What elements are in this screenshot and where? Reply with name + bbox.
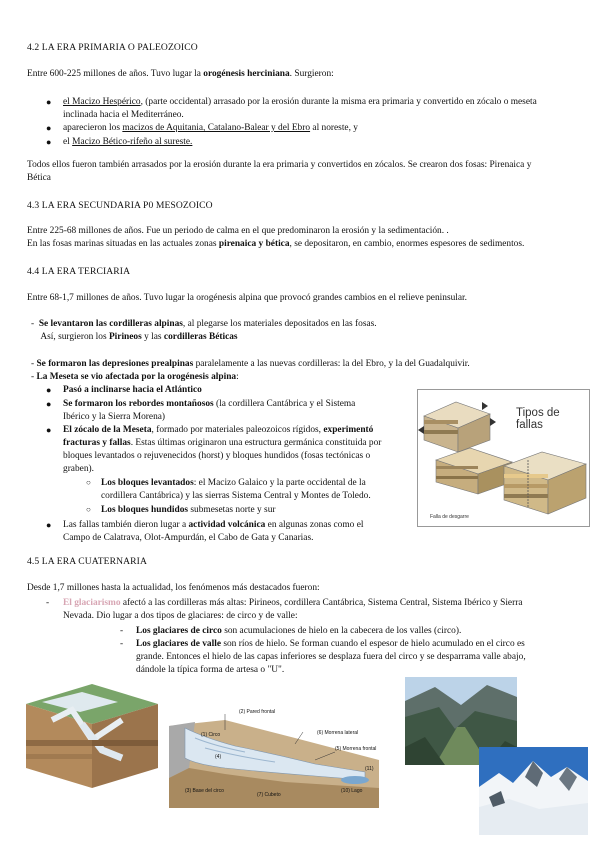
- dash-item: [63, 597, 583, 623]
- text: paralelamente a las nuevas cordilleras: la del Ebro, y la del Guadalquivir.: [193, 359, 470, 369]
- text: En las fosas marinas situadas en las actuales zonas: [27, 239, 219, 249]
- text: cordillera Cantábrica) y las sierras Sistema Central y Montes de Toledo.: [101, 491, 371, 501]
- underlined-term: el Macizo Hespérico: [63, 97, 141, 107]
- list-item: [63, 519, 408, 545]
- circle-bullet-icon: ○: [86, 505, 91, 514]
- bold-term: experimentó: [323, 425, 374, 435]
- bullet-icon: ●: [46, 385, 52, 395]
- text: y las: [141, 332, 164, 342]
- text: el: [63, 137, 73, 147]
- dash: -: [120, 626, 124, 636]
- list-item: [63, 136, 192, 149]
- text: inclinada hacia el Mediterráneo.: [63, 110, 184, 120]
- text: Entre 225-68 millones de años. Fue un periodo de calma en el que predominaron la erosión y la sedimentación. .: [27, 226, 449, 236]
- text: Bética: [27, 173, 51, 183]
- bold-term: Los glaciares de circo: [136, 626, 222, 636]
- text: , al plegarse los materiales depositados en las fosas.: [182, 319, 377, 329]
- list-item: [63, 122, 358, 135]
- figure-caption: Falla de desgarre: [430, 514, 469, 520]
- bullet-icon: ●: [46, 399, 52, 409]
- bold-term: Se levantaron las cordilleras alpinas: [38, 319, 183, 329]
- label: (6) Morrena lateral: [317, 730, 359, 736]
- text: , formado por materiales paleozoicos rígidos,: [151, 425, 324, 435]
- sub-list-item: [101, 477, 406, 503]
- bullet-icon: ●: [46, 425, 52, 435]
- text: (la cordillera Cantábrica y el Sistema: [213, 399, 356, 409]
- dash: -: [46, 598, 50, 608]
- highlighted-term: El glaciarismo: [63, 598, 121, 608]
- text: : el Macizo Galaico y la parte occidental de la: [193, 478, 366, 488]
- dash: -: [31, 359, 37, 369]
- text: aparecieron los: [63, 123, 123, 133]
- text: Ibérico y la Sierra Morena): [63, 412, 166, 422]
- text: grande. Entonces el hielo de las capas inferiores se desplaza fuera del circo y se desparrama valle abajo,: [136, 652, 526, 662]
- underlined-term: macizos de Aquitania, Catalano-Balear y del Ebro: [122, 123, 311, 133]
- text: son acumulaciones de hielo en la cabecera de los valles (circo).: [221, 626, 462, 636]
- bold-term: Los bloques levantados: [101, 478, 194, 488]
- bold-term: Pirineos: [108, 332, 142, 342]
- list-item: [63, 398, 408, 424]
- bold-term: Se formaron las depresiones prealpinas: [36, 359, 194, 369]
- paragraph-4-2-body: [27, 159, 531, 185]
- label: (3) Base del circo: [185, 788, 224, 794]
- text: Así, surgieron los: [40, 332, 109, 342]
- text: al noreste, y: [310, 123, 358, 133]
- dash: -: [120, 639, 124, 649]
- underlined-term: Macizo Bético-rifeño al sureste.: [72, 137, 193, 147]
- bold-term: Pasó a inclinarse hacia el Atlántico: [63, 385, 202, 395]
- text: graben).: [63, 464, 94, 474]
- text: Campo de Calatrava, Olot-Ampurdán, el Cabo de Gata y Canarias.: [63, 533, 314, 543]
- label: (11): [365, 766, 374, 772]
- text: , (parte occidental) arrasado por la erosión durante la misma era primaria y convertido en zócalo o meseta: [140, 97, 537, 107]
- circle-bullet-icon: ○: [86, 478, 91, 487]
- bold-term: fracturas y fallas: [63, 438, 131, 448]
- text: Nevada. Dio lugar a dos tipos de glaciares: de circo y de valle:: [63, 611, 298, 621]
- bold-term: La Meseta se vio afectada por la orogénesis alpina: [36, 372, 237, 382]
- heading-4-2: 4.2 LA ERA PRIMARIA O PALEOZOICO: [27, 42, 198, 53]
- bold-term: actividad volcánica: [188, 520, 266, 530]
- heading-4-5: 4.5 LA ERA CUATERNARIA: [27, 556, 147, 567]
- bullet-icon: ●: [46, 137, 52, 147]
- label: (7) Cubeto: [257, 792, 281, 798]
- bullet-icon: ●: [46, 97, 52, 107]
- paragraph-4-3: [27, 225, 524, 251]
- dash-item: [31, 358, 470, 371]
- bold-term: Los bloques hundidos: [101, 505, 189, 515]
- text: afectó a las cordilleras más altas: Pirineos, cordillera Cantábrica, Sistema Central, Sistema Ibérico y Sierra: [120, 598, 523, 608]
- text: en algunas zonas como el: [265, 520, 364, 530]
- bold-term: Se formaron los rebordes montañosos: [63, 399, 214, 409]
- paragraph-4-4-intro: Entre 68-1,7 millones de años. Tuvo lugar la orogénesis alpina que provocó grandes cambios en el relieve peninsular.: [27, 293, 467, 303]
- text: Entre 600-225 millones de años. Tuvo lugar la: [27, 69, 204, 79]
- text: submesetas norte y sur: [188, 505, 276, 515]
- label: (2) Pared frontal: [239, 709, 276, 715]
- dash: -: [31, 372, 37, 382]
- bold-term: pirenaica y bética: [218, 239, 290, 249]
- text: dándole la típica forma de artesa o "U".: [136, 665, 285, 675]
- text: son ríos de hielo. Se forman cuando el espesor de hielo acumulado en el circo es: [220, 639, 525, 649]
- text: Las fallas también dieron lugar a: [63, 520, 189, 530]
- text: Todos ellos fueron también arrasados por la erosión durante la era primaria y convertidos en zócalos. Se crearon dos fosas: Pirenaica y: [27, 160, 532, 170]
- bold-term: orogénesis herciniana: [203, 69, 290, 79]
- paragraph-4-2-intro: [27, 68, 334, 81]
- bullet-icon: ●: [46, 520, 52, 530]
- sub-list-item: [101, 504, 276, 517]
- figure-title: Tipos de fallas: [516, 407, 560, 431]
- text: :: [236, 372, 239, 382]
- snowy-mountains-photo: [479, 747, 588, 835]
- text: , se depositaron, en cambio, enormes espesores de sedimentos.: [289, 239, 525, 249]
- label: (4): [215, 754, 222, 760]
- heading-4-3: 4.3 LA ERA SECUNDARIA P0 MESOZOICO: [27, 200, 213, 211]
- glacier-cross-section-diagram: [165, 708, 385, 812]
- text: . Estas últimas originaron una estructura germánica constituida por: [130, 438, 382, 448]
- label: (1) Circo: [201, 732, 221, 738]
- label: (10) Lago: [341, 788, 363, 794]
- list-item: [63, 424, 408, 476]
- bold-term: Los glaciares de valle: [136, 639, 221, 649]
- paragraph-4-5-intro: Desde 1,7 millones hasta la actualidad, los fenómenos más destacados fueron:: [27, 583, 320, 593]
- label: (5) Morrena frontal: [335, 746, 377, 752]
- faults-figure: [417, 389, 590, 527]
- bold-term: El zócalo de la Meseta: [63, 425, 152, 435]
- dash: -: [31, 319, 35, 329]
- sub-dash-item: [136, 625, 461, 638]
- text: bloques levantados o rejuvenecidos (horst) y bloques hundidos (fosas tectónicas o: [63, 451, 371, 461]
- dash-item: [31, 318, 377, 344]
- glacier-block-illustration: [22, 680, 162, 792]
- bold-term: cordilleras Béticas: [163, 332, 238, 342]
- text: . Surgieron:: [289, 69, 334, 79]
- heading-4-4: 4.4 LA ERA TERCIARIA: [27, 266, 131, 277]
- list-item: [63, 96, 583, 122]
- sub-dash-item: [136, 638, 586, 677]
- bullet-icon: ●: [46, 123, 52, 133]
- dash-item: [31, 371, 239, 384]
- list-item: [63, 384, 202, 397]
